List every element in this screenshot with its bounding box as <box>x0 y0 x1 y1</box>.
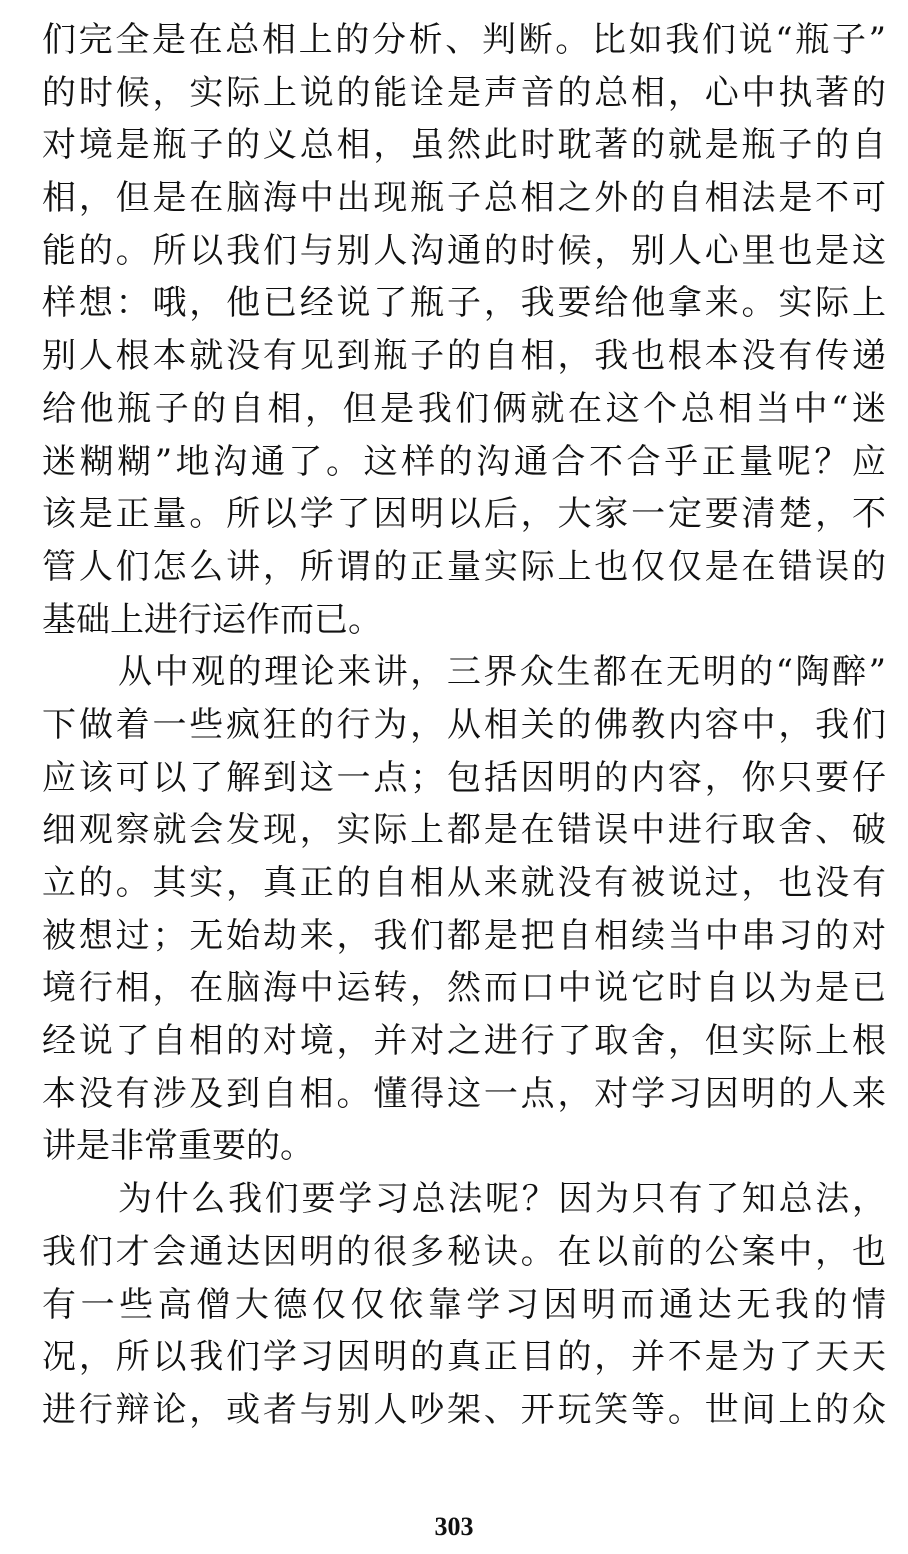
paragraph-2 <box>42 646 886 1173</box>
text-line: 细观察就会发现，实际上都是在错误中进行取舍、破 <box>42 810 886 851</box>
text-line: 进行辩论，或者与别人吵架、开玩笑等。世间上的众 <box>42 1389 886 1430</box>
text-line: 讲是非常重要的。 <box>42 1126 314 1167</box>
text-line: 下做着一些疯狂的行为，从相关的佛教内容中，我们 <box>42 704 886 745</box>
text-line: 迷糊糊”地沟通了。这样的沟通合不合乎正量呢？应 <box>42 441 886 482</box>
text-line: 该是正量。所以学了因明以后，大家一定要清楚，不 <box>42 494 886 535</box>
text-line: 相，但是在脑海中出现瓶子总相之外的自相法是不可 <box>42 178 886 219</box>
text-line: 境行相，在脑海中运转，然而口中说它时自以为是已 <box>42 968 886 1009</box>
text-line: 况，所以我们学习因明的真正目的，并不是为了天天 <box>42 1337 886 1378</box>
text-line: 被想过；无始劫来，我们都是把自相续当中串习的对 <box>42 915 886 956</box>
text-line: 们完全是在总相上的分析、判断。比如我们说“瓶子” <box>42 20 886 60</box>
text-line: 经说了自相的对境，并对之进行了取舍，但实际上根 <box>42 1021 886 1062</box>
text-line: 应该可以了解到这一点；包括因明的内容，你只要仔 <box>42 757 886 798</box>
text-line: 为什么我们要学习总法呢？因为只有了知总法， <box>118 1179 886 1220</box>
text-line: 管人们怎么讲，所谓的正量实际上也仅仅是在错误的 <box>42 546 886 587</box>
text-line: 基础上进行运作而已。 <box>42 599 382 640</box>
text-line: 从中观的理论来讲，三界众生都在无明的“陶醉” <box>118 652 886 693</box>
text-line: 别人根本就没有见到瓶子的自相，我也根本没有传递 <box>42 336 886 377</box>
page-body <box>42 14 886 1437</box>
text-line: 我们才会通达因明的很多秘诀。在以前的公案中，也 <box>42 1231 886 1272</box>
text-line: 立的。其实，真正的自相从来就没有被说过，也没有 <box>42 863 886 903</box>
text-line: 本没有涉及到自相。懂得这一点，对学习因明的人来 <box>42 1073 886 1114</box>
page-number: 303 <box>434 1512 474 1541</box>
text-line: 样想：哦，他已经说了瓶子，我要给他拿来。实际上 <box>42 283 886 324</box>
text-line: 对境是瓶子的义总相，虽然此时耽著的就是瓶子的自 <box>42 125 886 166</box>
text-line: 的时候，实际上说的能诠是声音的总相，心中执著的 <box>42 72 886 113</box>
text-line: 有一些高僧大德仅仅依靠学习因明而通达无我的情 <box>42 1284 886 1325</box>
text-line: 给他瓶子的自相，但是我们俩就在这个总相当中“迷 <box>42 388 886 429</box>
paragraph-3 <box>42 1173 886 1436</box>
paragraph-1 <box>42 14 886 646</box>
text-line: 能的。所以我们与别人沟通的时候，别人心里也是这 <box>42 230 886 271</box>
